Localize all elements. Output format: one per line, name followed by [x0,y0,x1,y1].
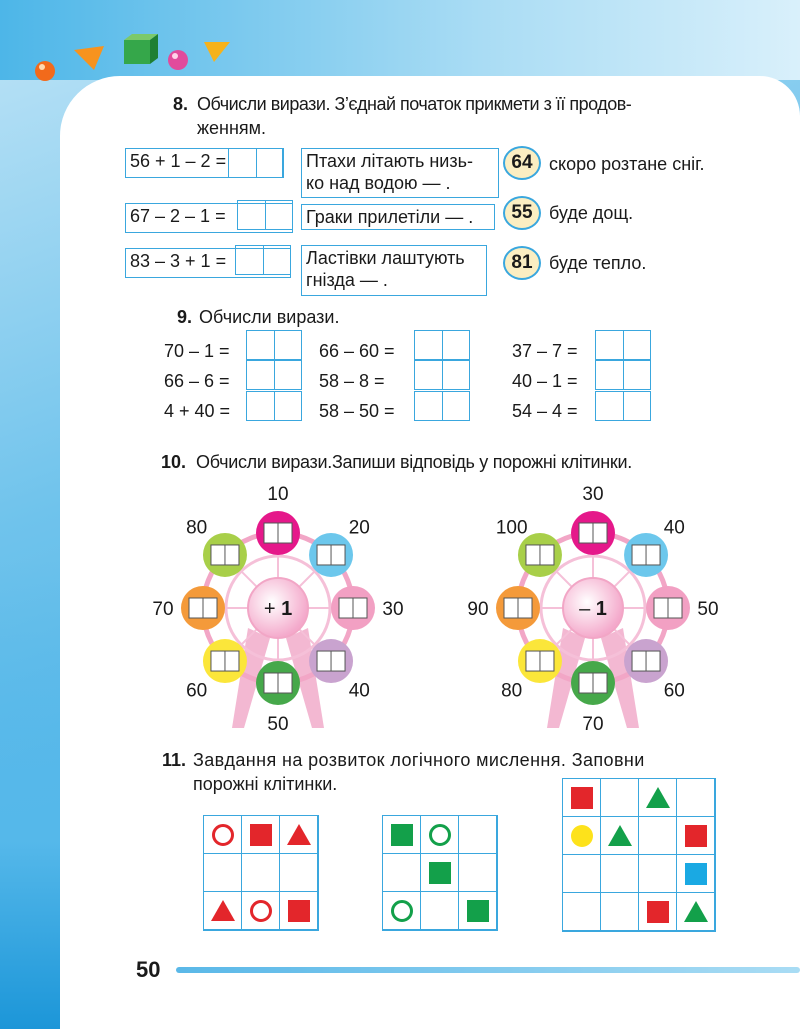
task8-title-line2: женням. [197,118,267,138]
answer-cell[interactable] [246,330,302,360]
beginning-text: гнізда — . [306,270,388,290]
answer-cell[interactable] [595,360,651,390]
wheel-number-label: 80 [186,517,208,539]
square-icon [391,824,413,846]
wheel-number-label: 50 [697,599,719,620]
expression-text: 67 – 2 – 1 = [130,206,226,226]
beginning-text: ко над водою — . [306,173,451,193]
circle-outline-icon [212,824,234,846]
answer-cell[interactable] [414,360,470,390]
answer-cell[interactable] [246,391,302,421]
task9-expression: 58 – 50 = [319,401,395,421]
grid-cell [677,855,715,893]
circle-outline-icon [391,900,413,922]
triangle-icon [608,825,632,846]
task8-beginning-2 [301,204,495,230]
operation-label: – 1 [579,598,607,620]
ending-text: буде дощ. [549,203,634,223]
answer-cell[interactable] [237,200,293,230]
grid-cell [204,892,242,930]
answer-cell[interactable] [414,330,470,360]
grid-cell[interactable] [563,855,601,893]
wheel-number-label: 40 [663,517,685,539]
operation-label: + 1 [263,598,293,620]
grid-cell [280,816,318,854]
grid-cell [383,892,421,930]
task9-number: 9. [177,307,193,327]
wheel-number-label: 80 [501,680,523,702]
grid-cell[interactable] [421,892,459,930]
grid-cell [459,892,497,930]
task11-number: 11. [162,750,187,770]
wheel-number-label: 20 [348,517,370,539]
grid-cell[interactable] [242,854,280,892]
grid-cell [280,892,318,930]
answer-badge: 55 [503,196,541,230]
square-icon [685,863,707,885]
square-icon [685,825,707,847]
grid-cell [421,854,459,892]
grid-cell [639,779,677,817]
wheel-number-label: 90 [467,599,489,620]
wheel-number-label: 70 [582,714,604,735]
grid-cell[interactable] [459,854,497,892]
ending-text: буде тепло. [549,253,647,273]
grid-cell[interactable] [280,854,318,892]
logic-grid-2 [382,815,498,931]
wheel-number-label: 100 [495,517,528,539]
grid-cell [639,893,677,931]
grid-cell[interactable] [639,855,677,893]
answer-badge: 64 [503,146,541,180]
grid-cell[interactable] [677,779,715,817]
answer-cell[interactable] [414,391,470,421]
ferris-wheel-plus [150,484,404,735]
task11-title-line2: порожні клітинки. [193,774,338,794]
task8-beginning-1 [301,148,499,198]
logic-grid-1 [203,815,319,931]
answer-badge: 81 [503,246,541,280]
wheel-number-label: 10 [267,484,289,505]
task9-expression: 66 – 60 = [319,341,395,361]
grid-cell[interactable] [601,779,639,817]
expression-text: 83 – 3 + 1 = [130,251,227,271]
square-icon [647,901,669,923]
circle-icon [571,825,593,847]
grid-cell [421,816,459,854]
wheel-number-label: 30 [382,599,404,620]
pink-sphere-icon [168,50,188,70]
task9-expression: 54 – 4 = [512,401,578,421]
task9-expression: 40 – 1 = [512,371,578,391]
triangle-icon [287,824,311,845]
grid-cell [242,892,280,930]
beginning-text: Птахи літають низь- [306,151,473,171]
wheel-number-label: 40 [348,680,370,702]
task8-number: 8. [173,94,189,114]
answer-cell[interactable] [595,330,651,360]
task9-expression: 58 – 8 = [319,371,385,391]
square-icon [571,787,593,809]
task9-expression: 66 – 6 = [164,371,230,391]
answer-cell[interactable] [246,360,302,390]
answer-cell[interactable] [595,391,651,421]
grid-cell[interactable] [601,855,639,893]
task9-expression: 37 – 7 = [512,341,578,361]
wheel-number-label: 60 [186,680,208,702]
ferris-wheel-minus [465,484,719,735]
grid-cell [677,893,715,931]
logic-grid-3 [562,778,716,932]
task8-beginning-3 [301,245,487,296]
wheel-number-label: 30 [582,484,604,505]
square-icon [429,862,451,884]
footer-line [176,967,800,973]
grid-cell [563,817,601,855]
grid-cell[interactable] [601,893,639,931]
task8-title-line1: Обчисли вирази. З’єднай початок прикмети з її продов- [197,94,632,114]
answer-cell[interactable] [228,148,284,178]
grid-cell[interactable] [639,817,677,855]
circle-outline-icon [429,824,451,846]
green-cube-icon [124,40,150,64]
task10-title: Обчисли вирази.Запиши відповідь у порожні клітинки. [196,452,632,472]
grid-cell [383,816,421,854]
grid-cell[interactable] [459,816,497,854]
yellow-cone-icon [204,42,230,62]
triangle-icon [684,901,708,922]
circle-outline-icon [250,900,272,922]
grid-cell[interactable] [563,893,601,931]
beginning-text: Ластівки лаштують [306,248,465,268]
grid-cell [563,779,601,817]
task9-expression: 4 + 40 = [164,401,231,421]
task9-title: Обчисли вирази. [199,307,340,327]
wheel-number-label: 70 [152,599,174,620]
square-icon [250,824,272,846]
grid-cell [204,816,242,854]
page-number: 50 [136,957,161,982]
wheel-number-label: 60 [663,680,685,702]
grid-cell[interactable] [383,854,421,892]
wheel-number-label: 50 [267,714,289,735]
task10-number: 10. [161,452,187,472]
square-icon [467,900,489,922]
square-icon [288,900,310,922]
ending-text: скоро розтане сніг. [549,154,705,174]
task11-title-line1: Завдання на розвиток логічного мислення. Заповни [193,750,645,770]
orange-sphere-icon [35,61,55,81]
beginning-text: Граки прилетіли — . [306,207,474,227]
grid-cell[interactable] [204,854,242,892]
task9-expression: 70 – 1 = [164,341,230,361]
answer-cell[interactable] [235,245,291,275]
orange-cone-icon [74,46,104,70]
triangle-icon [646,787,670,808]
grid-cell [677,817,715,855]
grid-cell [601,817,639,855]
grid-cell [242,816,280,854]
expression-text: 56 + 1 – 2 = [130,151,227,171]
triangle-icon [211,900,235,921]
